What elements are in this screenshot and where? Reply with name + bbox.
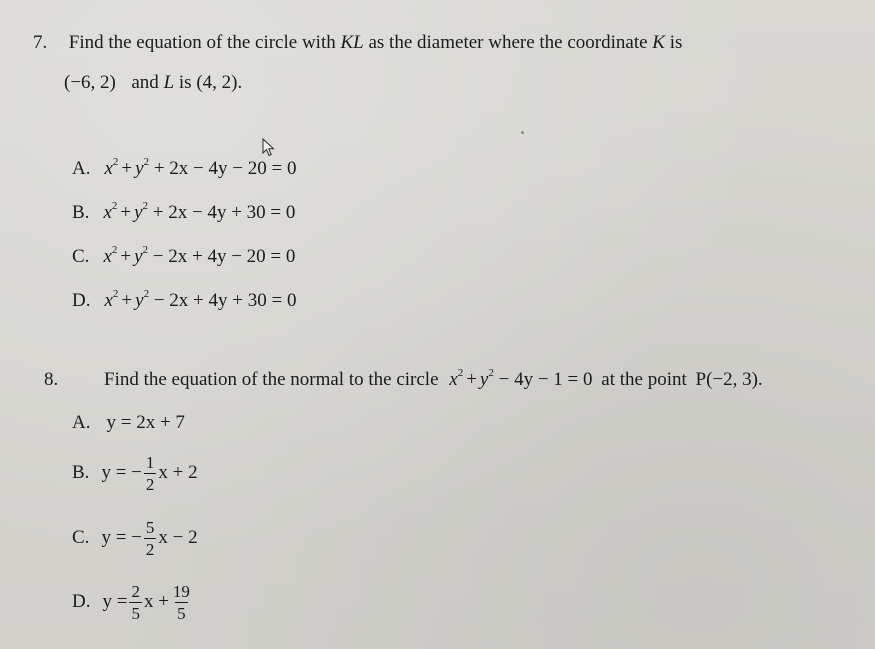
option-expression: y = − $\frac{5}{2}$ x − 2	[101, 517, 198, 559]
option-7a[interactable]	[72, 158, 296, 180]
option-letter: D.	[72, 591, 91, 612]
fraction: $\frac{19}{5}$	[172, 581, 190, 623]
question-text: and	[131, 72, 159, 93]
point-label: L	[163, 72, 175, 93]
option-expression: $x^2 + y^2 - 2x + 4y - 20 = 0$	[103, 244, 296, 267]
question-7-line-1	[33, 32, 682, 54]
option-letter: A.	[72, 412, 91, 433]
mouse-cursor-icon	[262, 138, 276, 158]
coordinate: (4, 2).	[196, 72, 243, 93]
coordinate: (−6, 2)	[64, 72, 116, 93]
option-expression: $x^2 + y^2 + 2x - 4y - 20 = 0$	[104, 156, 297, 179]
option-letter: D.	[72, 290, 91, 311]
option-8d[interactable]	[72, 577, 194, 627]
circle-equation: $x^2 + y^2 - 4y - 1 = 0$	[449, 367, 593, 390]
option-7b[interactable]	[72, 202, 295, 224]
option-8a[interactable]	[72, 412, 185, 434]
option-expression: y = 2x + 7	[106, 412, 185, 433]
question-text: as the diameter where the coordinate	[368, 32, 648, 53]
fraction: $\frac{5}{2}$	[145, 517, 155, 559]
option-expression: y = − $\frac{1}{2}$ x + 2	[101, 452, 198, 494]
question-text: Find the equation of the circle with	[68, 32, 336, 53]
question-7-line-2	[64, 72, 242, 94]
option-8b[interactable]	[72, 448, 198, 498]
question-number: 7.	[33, 32, 48, 53]
option-letter: A.	[72, 158, 91, 179]
option-letter: C.	[72, 246, 90, 267]
question-8-line	[104, 369, 763, 391]
question-text: is	[669, 32, 683, 53]
option-letter: C.	[72, 527, 90, 548]
question-text: is	[178, 72, 192, 93]
point-label: K	[652, 32, 665, 53]
option-letter: B.	[72, 202, 90, 223]
speck	[521, 131, 524, 134]
option-7c[interactable]	[72, 246, 295, 268]
option-8c[interactable]	[72, 513, 198, 563]
fraction: $\frac{1}{2}$	[145, 452, 155, 494]
option-expression: y = $\frac{2}{5}$ x + $\frac{19}{5}$	[102, 581, 190, 623]
option-expression: $x^2 + y^2 - 2x + 4y + 30 = 0$	[104, 288, 297, 311]
fraction: $\frac{2}{5}$	[131, 581, 140, 623]
question-8-number: 8.	[44, 369, 59, 390]
question-text: Find the equation of the normal to the circle	[104, 369, 439, 390]
option-expression: $x^2 + y^2 + 2x - 4y + 30 = 0$	[103, 200, 296, 223]
option-7d[interactable]	[72, 290, 296, 312]
segment-label: KL	[340, 32, 364, 53]
question-text: at the point	[601, 369, 687, 390]
point-coordinate: P(−2, 3).	[695, 369, 763, 390]
option-letter: B.	[72, 462, 90, 483]
